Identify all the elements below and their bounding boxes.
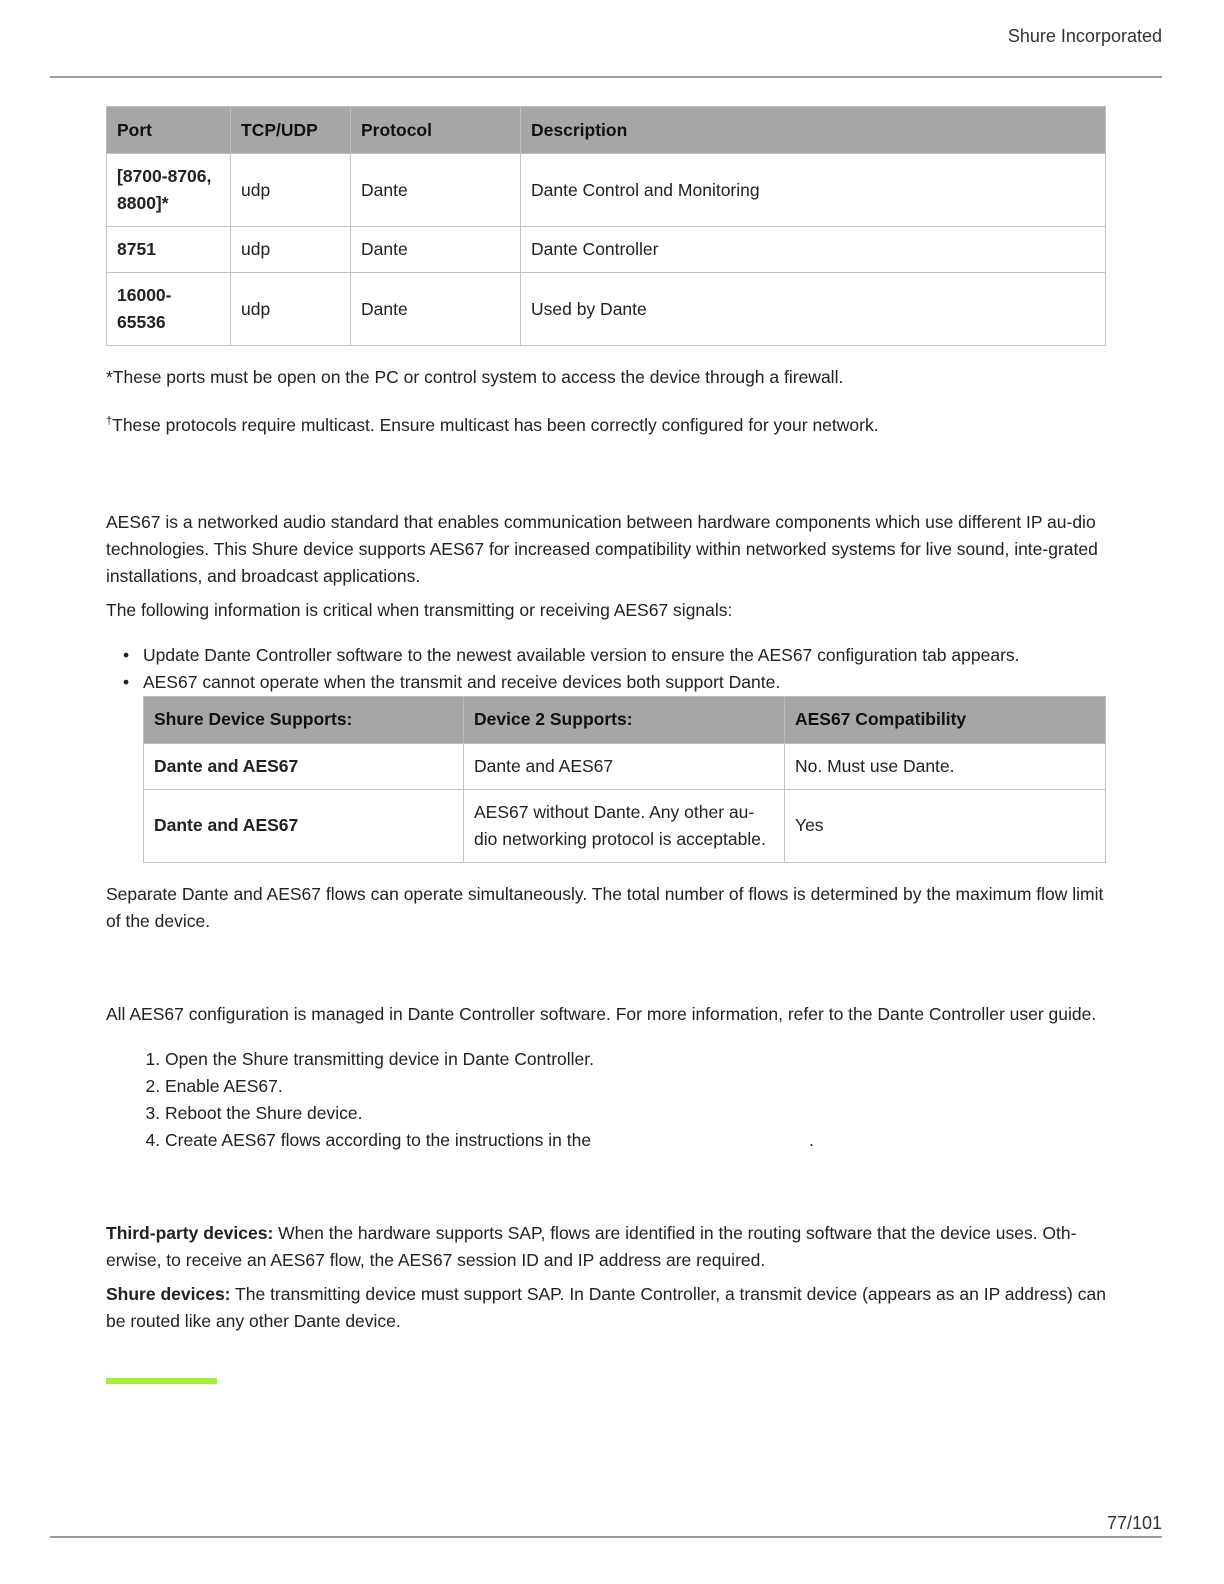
list-item: 1. Open the Shure transmitting device in Dante Controller.	[165, 1046, 1106, 1073]
protocol-cell: Dante	[351, 227, 521, 273]
header-company: Shure Incorporated	[1007, 26, 1162, 46]
aes67-bullet-list	[106, 642, 1106, 696]
step-text: Create AES67 flows according to the instructions in the	[165, 1129, 592, 1150]
protocol-cell: Dante	[351, 154, 521, 227]
config-intro: All AES67 configuration is managed in Dante Controller software. For more information, refer to the Dante Controller user guide.	[106, 1003, 1097, 1024]
table-row	[144, 743, 1106, 789]
tcp-udp-cell: udp	[231, 227, 351, 273]
shure-support-cell: Dante and AES67	[144, 789, 464, 862]
compat-cell: No. Must use Dante.	[785, 743, 1106, 789]
page-content	[106, 106, 1106, 1335]
step-end: .	[809, 1129, 814, 1150]
compat-cell: Yes	[785, 789, 1106, 862]
cell-line: dio networking protocol is acceptable.	[474, 828, 766, 849]
cell-line: AES67 without Dante. Any other au-	[474, 801, 755, 822]
shure-devices-label: Shure devices:	[106, 1283, 231, 1304]
protocol-cell: Dante	[351, 273, 521, 346]
tcp-udp-cell: udp	[231, 154, 351, 227]
table-row	[107, 227, 1106, 273]
port-line: [8700-8706,	[117, 166, 212, 186]
list-item	[165, 1127, 1106, 1154]
description-cell: Dante Control and Monitoring	[521, 154, 1106, 227]
tcp-udp-cell: udp	[231, 273, 351, 346]
firewall-note: *These ports must be open on the PC or control system to access the device through a firewall.	[106, 367, 844, 387]
description-cell: Dante Controller	[521, 227, 1106, 273]
aes67-critical-info: The following information is critical when transmitting or receiving AES67 signals:	[106, 599, 733, 620]
port-cell	[107, 154, 231, 227]
list-item: • AES67 cannot operate when the transmit and receive devices both support Dante.	[143, 669, 1106, 696]
device2-support-cell: Dante and AES67	[464, 743, 785, 789]
ports-table	[106, 106, 1106, 346]
multicast-note	[106, 408, 1106, 439]
col-tcp-udp: TCP/UDP	[231, 107, 351, 154]
multicast-note-text: These protocols require multicast. Ensure multicast has been correctly configured for your network.	[112, 414, 879, 435]
dagger-mark: †	[106, 415, 113, 427]
config-steps	[106, 1046, 1106, 1154]
footer-divider	[50, 1536, 1162, 1538]
col-aes67-compat: AES67 Compatibility	[785, 696, 1106, 743]
aes67-compatibility-table	[143, 696, 1106, 863]
list-item: 3. Reboot the Shure device.	[165, 1100, 1106, 1127]
list-item: 2. Enable AES67.	[165, 1073, 1106, 1100]
table-row	[107, 273, 1106, 346]
compat-table-wrap	[143, 696, 1106, 863]
col-description: Description	[521, 107, 1106, 154]
list-item: • Update Dante Controller software to the newest available version to ensure the AES67 configuration tab appears.	[143, 642, 1106, 669]
aes67-intro: AES67 is a networked audio standard that enables communication between hardware components which use different IP au-dio technologies. This Shure device supports AES67 for increased compatibility within networked systems for live sound, inte-grated installations, and broadcast applications.	[106, 511, 1098, 586]
table-row	[144, 789, 1106, 862]
col-device-2: Device 2 Supports:	[464, 696, 785, 743]
port-line: 8800]*	[117, 193, 169, 213]
device2-support-cell	[464, 789, 785, 862]
col-port: Port	[107, 107, 231, 154]
third-party-routing	[106, 1220, 1106, 1274]
col-shure-device: Shure Device Supports:	[144, 696, 464, 743]
header-divider	[50, 76, 1162, 78]
compat-table-header	[144, 696, 1106, 743]
col-protocol: Protocol	[351, 107, 521, 154]
port-cell: 16000-65536	[107, 273, 231, 346]
shure-support-cell: Dante and AES67	[144, 743, 464, 789]
accent-bar	[106, 1378, 217, 1384]
shure-devices-text: The transmitting device must support SAP. In Dante Controller, a transmit device (appears as an IP address) can be routed like any other Dante device.	[106, 1283, 1106, 1331]
description-cell: Used by Dante	[521, 273, 1106, 346]
third-party-label: Third-party devices:	[106, 1222, 274, 1243]
ports-table-header	[107, 107, 1106, 154]
port-cell: 8751	[107, 227, 231, 273]
shure-routing	[106, 1281, 1106, 1335]
third-party-text: When the hardware supports SAP, flows are identified in the routing software that the device uses. Oth-erwise, to receive an AES67 flow, the AES67 session ID and IP address are required.	[106, 1222, 1077, 1270]
page-number: 77/101	[1106, 1513, 1162, 1533]
table-row	[107, 154, 1106, 227]
separate-flows-note: Separate Dante and AES67 flows can operate simultaneously. The total number of flows is determined by the maximum flow limit of the device.	[106, 883, 1104, 931]
